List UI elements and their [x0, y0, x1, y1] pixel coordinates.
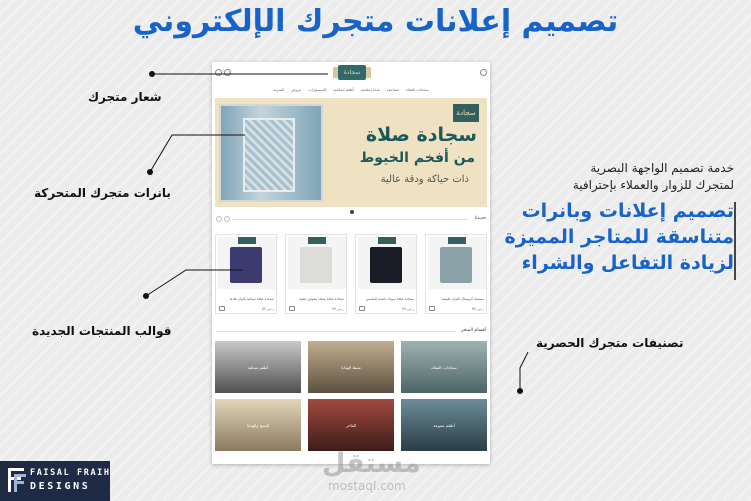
- store-logo[interactable]: سجادة: [338, 65, 366, 80]
- annotation-logo: شعار متجرك: [88, 90, 162, 104]
- annotation-banners: بانرات متجرك المتحركة: [34, 186, 171, 200]
- nav-item[interactable]: سجادات الصلاة: [405, 88, 429, 92]
- product-name: سجادة صلاة سوداء ناعمة الملمس: [365, 297, 414, 301]
- products-pointer-dot: [143, 293, 149, 299]
- product-price: 85 ر.س: [261, 307, 274, 311]
- product-price: 95 ر.س: [401, 307, 414, 311]
- service-main3: لزيادة التفاعل والشراء: [521, 252, 734, 274]
- product-price: 60 ر.س: [471, 307, 484, 311]
- annotation-categories: تصنيفات متجرك الحصرية: [536, 336, 684, 350]
- service-headline: [504, 198, 734, 276]
- category-label: أطقم متنوعة: [433, 423, 455, 428]
- category-label: الفاخر: [345, 423, 357, 428]
- designer-logo: [0, 461, 110, 501]
- categories-pointer-dot: [517, 388, 523, 394]
- new-products-title: جديدنا: [474, 216, 486, 221]
- banner-logo-badge: سجادة: [453, 104, 479, 122]
- nav-item[interactable]: مصاحف: [386, 88, 399, 92]
- banner-pointer-line: [150, 135, 245, 172]
- categories-pointer-line: [520, 352, 528, 391]
- category-label: سجادات الصلاة: [431, 365, 457, 370]
- service-accent-bar: [734, 202, 736, 280]
- nav-item[interactable]: عروض: [291, 88, 302, 92]
- category-label: السبح والهدايا: [246, 423, 270, 428]
- categories-title: أقسام المتجر: [461, 328, 486, 333]
- service-line1: خدمة تصميم الواجهة البصرية: [590, 161, 734, 175]
- nav-item[interactable]: المدونة: [273, 88, 285, 92]
- banner-pointer-dot: [147, 169, 153, 175]
- page-headline: تصميم إعلانات متجرك الإلكتروني: [132, 4, 619, 39]
- banner-tagline: ذات حياكة ودقة عالية: [380, 174, 469, 185]
- annotation-products: قوالب المنتجات الجديدة: [32, 324, 172, 338]
- product-price: 90 ر.س: [331, 307, 344, 311]
- watermark-text: مستقل: [322, 448, 421, 479]
- service-description: [504, 160, 734, 194]
- products-pointer-line: [146, 270, 243, 296]
- service-line2: لمتجرك للزوار والعملاء بإحترافية: [572, 178, 734, 192]
- banner-subtitle: من أفخم الخيوط: [359, 150, 475, 166]
- designer-tagline: DESIGNS: [30, 481, 91, 492]
- product-name: سجادة صلاة نسائية بألوان هادئة: [229, 297, 274, 301]
- nav-item[interactable]: إكسسوارات: [308, 88, 327, 92]
- category-label: أطقم نسائية: [247, 365, 269, 370]
- logo-pointer-dot: [149, 71, 155, 77]
- product-name: سجادة صلاة بيضاء بنقوش ذهبية: [299, 297, 344, 301]
- product-name: مسبحة كريستال بألوان طبيعية: [441, 297, 484, 301]
- service-main2: متناسقة للمتاجر المميزة: [504, 226, 734, 248]
- service-main1: تصميم إعلانات وبانرات: [521, 200, 734, 222]
- designer-name: FAISAL FRAIH: [30, 468, 111, 478]
- watermark-url: mostaql.com: [328, 479, 406, 493]
- category-label: شنط الهدايا: [341, 365, 361, 370]
- nav-item[interactable]: أطقم إسلامية: [333, 88, 354, 92]
- banner-title: سجادة صلاة: [365, 124, 477, 146]
- ff-monogram-icon: [6, 466, 28, 494]
- nav-item[interactable]: هدايا إسلامية: [360, 88, 380, 92]
